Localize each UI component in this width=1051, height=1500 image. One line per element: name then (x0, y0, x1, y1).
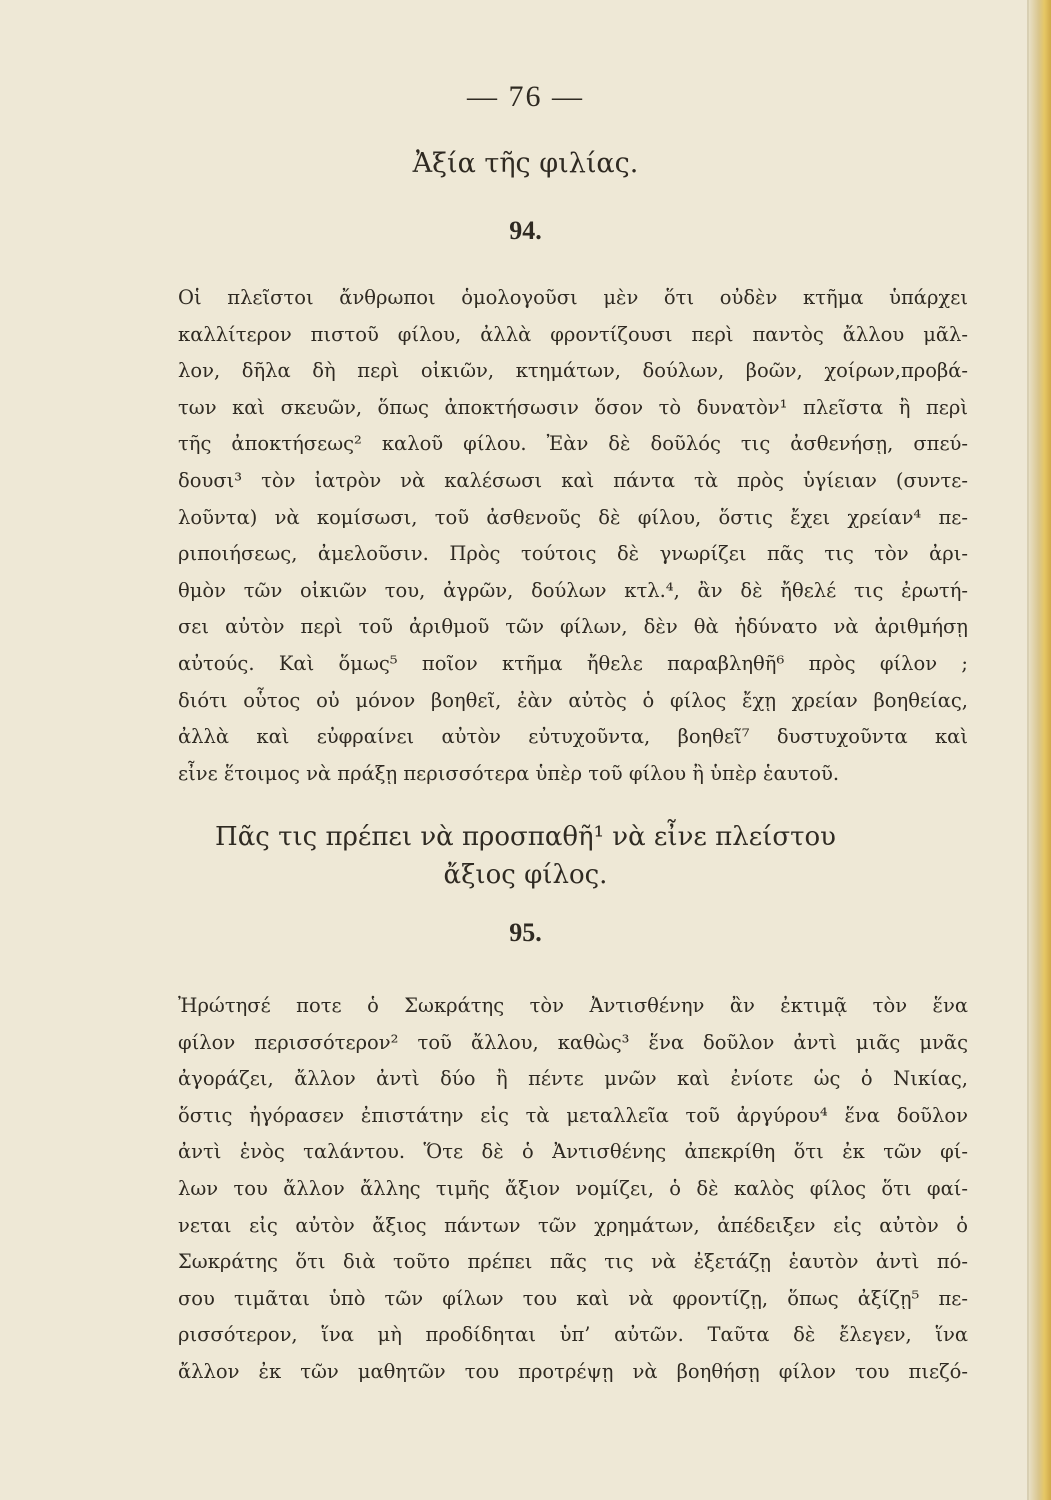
text-line: ὅστις ἠγόρασεν ἐπιστάτην εἰς τὰ μεταλλεῖα τοῦ ἀργύρου⁴ ἕνα δοῦλον (178, 1103, 968, 1127)
section-heading-how-to-be-worthy-friend (0, 818, 1051, 894)
paragraph-95 (178, 988, 968, 1391)
text-line: τῆς ἀποκτήσεως² καλοῦ φίλου. Ἐὰν δὲ δοῦλός τις ἀσθενήσῃ, σπεύ- (178, 432, 968, 456)
text-line: εἶνε ἕτοιμος νὰ πράξῃ περισσότερα ὑπὲρ τοῦ φίλου ἢ ὑπὲρ ἑαυτοῦ. (178, 761, 840, 785)
text-line: διότι οὗτος οὐ μόνον βοηθεῖ, ἐὰν αὐτὸς ὁ φίλος ἔχῃ χρείαν βοηθείας, (178, 688, 968, 712)
paragraph-94 (178, 280, 968, 792)
text-line: λων του ἄλλον ἄλλης τιμῆς ἄξιον νομίζει, ὁ δὲ καλὸς φίλος ὅτι φαί- (178, 1176, 968, 1200)
text-line: ἀλλὰ καὶ εὐφραίνει αὐτὸν εὐτυχοῦντα, βοηθεῖ⁷ δυστυχοῦντα καὶ (178, 725, 968, 749)
text-line: λοῦντα) νὰ κομίσωσι, τοῦ ἀσθενοῦς δὲ φίλου, ὅστις ἔχει χρείαν⁴ πε- (178, 505, 968, 529)
text-line: δουσι³ τὸν ἰατρὸν νὰ καλέσωσι καὶ πάντα τὰ πρὸς ὑγίειαν (συντε- (178, 468, 968, 492)
text-line: καλλίτερον πιστοῦ φίλου, ἀλλὰ φροντίζουσι περὶ παντὸς ἄλλου μᾶλ- (178, 322, 968, 346)
text-line: νεται εἰς αὐτὸν ἄξιος πάντων τῶν χρημάτων, ἀπέδειξεν εἰς αὐτὸν ὁ (178, 1213, 968, 1237)
section-heading-value-of-friendship: Ἀξία τῆς φιλίας. (412, 148, 639, 179)
text-line: φίλον περισσότερον² τοῦ ἄλλου, καθὼς³ ἕνα δοῦλον ἀντὶ μιᾶς μνᾶς (178, 1030, 968, 1054)
text-line: ρισσότερον, ἵνα μὴ προδίδηται ὑπ’ αὐτῶν. Ταῦτα δὲ ἔλεγεν, ἵνα (178, 1323, 968, 1347)
text-line: θμὸν τῶν οἰκιῶν του, ἀγρῶν, δούλων κτλ.⁴, ἂν δὲ ἤθελέ τις ἐρωτή- (178, 578, 968, 602)
section-number-95: 95. (509, 918, 542, 947)
text-line: ἀγοράζει, ἄλλον ἀντὶ δύο ἢ πέντε μνῶν καὶ ἐνίοτε ὡς ὁ Νικίας, (178, 1067, 968, 1091)
text-line: Ἠρώτησέ ποτε ὁ Σωκράτης τὸν Ἀντισθένην ἂν ἐκτιμᾷ τὸν ἕνα (178, 994, 968, 1017)
section-number-94: 94. (509, 216, 542, 245)
text-line: σου τιμᾶται ὑπὸ τῶν φίλων του καὶ νὰ φροντίζῃ, ὅπως ἀξίζῃ⁵ πε- (178, 1286, 968, 1310)
text-line: Οἱ πλεῖστοι ἄνθρωποι ὁμολογοῦσι μὲν ὅτι οὐδὲν κτῆμα ὑπάρχει (178, 286, 968, 309)
text-line: ἀντὶ ἑνὸς ταλάντου. Ὅτε δὲ ὁ Ἀντισθένης ἀπεκρίθη ὅτι ἐκ τῶν φί- (178, 1140, 968, 1164)
text-line: αὐτούς. Καὶ ὅμως⁵ ποῖον κτῆμα ἤθελε παραβληθῆ⁶ πρὸς φίλον ; (178, 651, 968, 675)
text-line: λον, δῆλα δὴ περὶ οἰκιῶν, κτημάτων, δούλων, βοῶν, χοίρων,προβά- (178, 359, 968, 383)
text-line: ριποιήσεως, ἀμελοῦσιν. Πρὸς τούτοις δὲ γνωρίζει πᾶς τις τὸν ἀρι- (178, 542, 968, 566)
text-line: Σωκράτης ὅτι διὰ τοῦτο πρέπει πᾶς τις νὰ ἐξετάζῃ ἑαυτὸν ἀντὶ πό- (178, 1250, 968, 1274)
text-line: των καὶ σκευῶν, ὅπως ἀποκτήσωσιν ὅσον τὸ δυνατὸν¹ πλεῖστα ἢ περὶ (178, 395, 968, 419)
heading-line: Πᾶς τις πρέπει νὰ προσπαθῆ¹ νὰ εἶνε πλείστου (215, 822, 836, 852)
page-number: — 76 — (467, 80, 584, 113)
heading-line: ἄξιος φίλος. (443, 860, 608, 890)
text-line: ἄλλον ἐκ τῶν μαθητῶν του προτρέψῃ νὰ βοηθήσῃ φίλον του πιεζό- (178, 1359, 968, 1383)
text-line: σει αὐτὸν περὶ τοῦ ἀριθμοῦ τῶν φίλων, δὲν θὰ ἠδύνατο νὰ ἀριθμήσῃ (178, 615, 968, 639)
